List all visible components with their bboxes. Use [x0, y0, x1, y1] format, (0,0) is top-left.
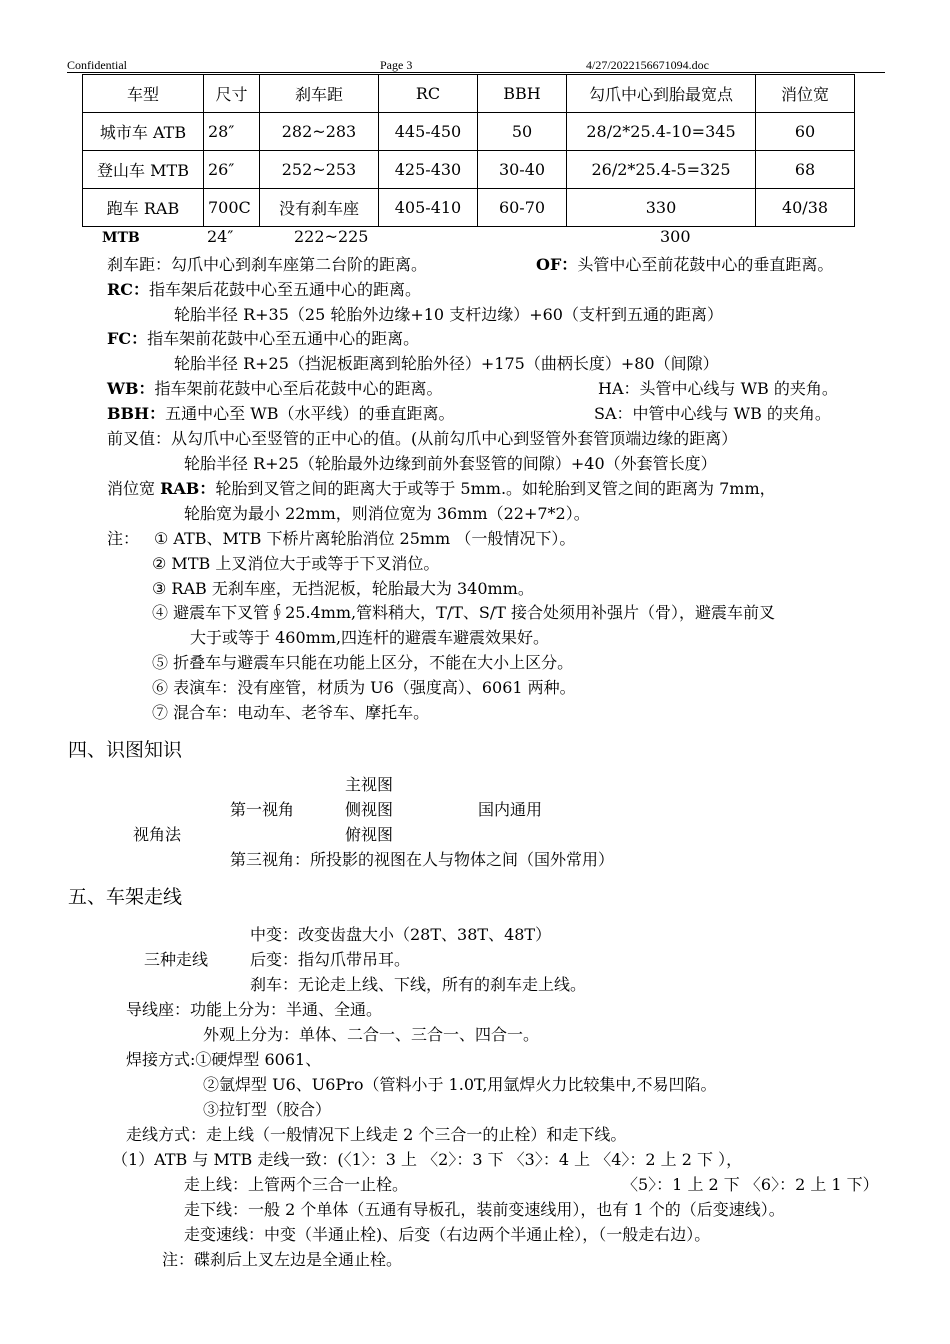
def-fc-formula: 轮胎半径 R+25（挡泥板距离到轮胎外径）+175（曲柄长度）+80（间隙） — [174, 354, 719, 373]
def-clearance — [107, 476, 776, 499]
route-mid: 中变：改变齿盘大小（28T、38T、48T） — [250, 925, 552, 944]
def-text: 五通中心至 WB（水平线）的垂直距离。 — [165, 404, 455, 423]
def-text: 头管中心线与 WB 的夹角。 — [639, 379, 838, 398]
table-header-cell: 车型 — [83, 75, 204, 113]
table-cell: 没有刹车座 — [260, 189, 379, 227]
weld-method-3: ③拉钉型（胶合） — [203, 1100, 332, 1119]
atb-mtb-routing: （1）ATB 与 MTB 走线一致：(〈1〉：3 上 〈2〉：3 下 〈3〉：4 上 〈4〉：2 上 2 下 ）， — [112, 1150, 743, 1169]
def-label: OF： — [536, 255, 578, 274]
table-cell: 60 — [756, 113, 855, 151]
extra-row-type: MTB — [102, 230, 140, 246]
atb-shift-route: 走变速线：中变（半通止栓)、后变（右边两个半通止栓），（一般走右边）。 — [184, 1225, 711, 1244]
route-rear: 后变：指勾爪带吊耳。 — [250, 950, 411, 969]
guide-seat-appearance: 外观上分为：单体、二合一、三合一、四合一。 — [203, 1025, 540, 1044]
extra-row-width: 300 — [660, 227, 691, 246]
table-cell: 60-70 — [478, 189, 567, 227]
section-4-title: 四、识图知识 — [68, 739, 183, 761]
table-cell: 28″ — [204, 113, 260, 151]
def-label: 刹车距： — [107, 255, 172, 274]
def-sa — [594, 401, 831, 424]
atb-lower-route: 走下线：一般 2 个单体（五通有导板孔，装前变速线用），也有 1 个的（后变速线）。 — [184, 1200, 785, 1219]
def-wb — [107, 376, 443, 399]
def-text: 指车架前花鼓中心至五通中心的距离。 — [147, 329, 420, 348]
atb-upper-route: 走上线：上管两个三合一止栓。 — [184, 1175, 409, 1194]
table-cell: 405-410 — [379, 189, 478, 227]
table-row — [83, 189, 855, 227]
table-header-cell: BBH — [478, 75, 567, 113]
table-header-cell: 勾爪中心到胎最宽点 — [567, 75, 756, 113]
def-clearance-line2: 轮胎宽为最小 22mm，则消位宽为 36mm（22+7*2）。 — [184, 504, 590, 523]
def-prefix: 消位宽 — [107, 479, 161, 498]
def-text: 轮胎到叉管之间的距离大于或等于 5mm.。如轮胎到叉管之间的距离为 7mm， — [215, 479, 776, 498]
table-cell: 城市车 ATB — [83, 113, 204, 151]
table-header-cell: 尺寸 — [204, 75, 260, 113]
table-cell: 40/38 — [756, 189, 855, 227]
def-label: RAB： — [160, 479, 216, 498]
def-rc — [107, 277, 421, 300]
domestic-label: 国内通用 — [478, 800, 543, 819]
atb-upper-route-right: 〈5〉：1 上 2 下 〈6〉：2 上 1 下） — [622, 1175, 879, 1194]
extra-row-size: 24″ — [207, 227, 234, 246]
def-label: BBH： — [107, 404, 166, 423]
note-item: ② MTB 上叉消位大于或等于下叉消位。 — [152, 554, 440, 573]
table-cell: 26/2*25.4-5=325 — [567, 151, 756, 189]
first-view-label: 第一视角 — [230, 800, 295, 819]
table-header-row — [83, 75, 855, 113]
weld-method-1: 焊接方式:①硬焊型 6061、 — [126, 1050, 322, 1069]
note-item: ① ATB、MTB 下桥片离轮胎消位 25mm （一般情况下）。 — [154, 529, 576, 548]
view-top: 俯视图 — [345, 825, 394, 844]
route-way: 走线方式：走上线（一般情况下上线走 2 个三合一的止栓）和走下线。 — [126, 1125, 627, 1144]
table-cell: 跑车 RAB — [83, 189, 204, 227]
header-confidential: Confidential — [67, 58, 127, 72]
table-cell: 330 — [567, 189, 756, 227]
def-label: WB： — [107, 379, 155, 398]
def-label: RC： — [107, 280, 150, 299]
table-cell: 登山车 MTB — [83, 151, 204, 189]
table-header-cell: 刹车距 — [260, 75, 379, 113]
def-fc — [107, 326, 419, 349]
note-item-continuation: 大于或等于 460mm,四连杆的避震车避震效果好。 — [190, 628, 550, 647]
def-label: HA： — [598, 379, 640, 398]
def-bbh — [107, 401, 454, 424]
def-fork: 前叉值：从勾爪中心至竖管的正中心的值。(从前勾爪中心到竖管外套管顶端边缘的距离） — [107, 429, 738, 448]
def-text: 指车架前花鼓中心至后花鼓中心的距离。 — [154, 379, 443, 398]
def-label: FC： — [107, 329, 148, 348]
header-rule — [67, 72, 885, 73]
table-cell: 252~253 — [260, 151, 379, 189]
def-fork-formula: 轮胎半径 R+25（轮胎最外边缘到前外套竖管的间隙）+40（外套管长度） — [184, 454, 717, 473]
def-text: 勾爪中心到刹车座第二台阶的距离。 — [171, 255, 428, 274]
view-side: 侧视图 — [345, 800, 394, 819]
def-text: 头管中心至前花鼓中心的垂直距离。 — [577, 255, 834, 274]
def-text: 指车架后花鼓中心至五通中心的距离。 — [149, 280, 422, 299]
table-cell: 425-430 — [379, 151, 478, 189]
header-page-number: Page 3 — [380, 58, 413, 72]
table-cell: 445-450 — [379, 113, 478, 151]
view-method-label: 视角法 — [133, 825, 182, 844]
section-5-title: 五、车架走线 — [68, 886, 183, 908]
def-label: SA： — [594, 404, 633, 423]
note-item: ⑥ 表演车：没有座管，材质为 U6（强度高）、6061 两种。 — [152, 678, 576, 697]
def-rc-formula: 轮胎半径 R+35（25 轮胎外边缘+10 支杆边缘）+60（支杆到五通的距离） — [174, 305, 723, 324]
table-cell: 700C — [204, 189, 260, 227]
def-text: 中管中心线与 WB 的夹角。 — [632, 404, 831, 423]
note-item: ⑦ 混合车：电动车、老爷车、摩托车。 — [152, 703, 430, 722]
header-filename: 4/27/2022156671094.doc — [586, 58, 709, 72]
table-cell: 50 — [478, 113, 567, 151]
view-front: 主视图 — [345, 775, 394, 794]
three-routes-label: 三种走线 — [144, 950, 209, 969]
table-cell: 282~283 — [260, 113, 379, 151]
def-of — [536, 252, 833, 275]
note-item: ③ RAB 无刹车座，无挡泥板，轮胎最大为 340mm。 — [152, 579, 534, 598]
table-header-cell: 消位宽 — [756, 75, 855, 113]
table-cell: 26″ — [204, 151, 260, 189]
note-item: ④ 避震车下叉管∮25.4mm,管料稍大，T/T、S/T 接合处须用补强片（骨），避震车前叉 — [152, 603, 775, 622]
route-brake: 刹车：无论走上线、下线，所有的刹车走上线。 — [250, 975, 587, 994]
weld-method-2: ②氩焊型 U6、U6Pro（管料小于 1.0T,用氩焊火力比较集中,不易凹陷。 — [203, 1075, 717, 1094]
def-ha — [598, 376, 838, 399]
table-row — [83, 113, 855, 151]
bike-spec-table — [82, 74, 855, 227]
table-cell: 68 — [756, 151, 855, 189]
note-item: ⑤ 折叠车与避震车只能在功能上区分，不能在大小上区分。 — [152, 653, 574, 672]
extra-row-brake: 222~225 — [294, 227, 369, 246]
disc-brake-note: 注：碟刹后上叉左边是全通止栓。 — [162, 1250, 403, 1269]
third-view-label: 第三视角：所投影的视图在人与物体之间（国外常用） — [230, 850, 615, 869]
table-cell: 30-40 — [478, 151, 567, 189]
guide-seat-function: 导线座：功能上分为：半通、全通。 — [126, 1000, 383, 1019]
table-row — [83, 151, 855, 189]
def-brake-distance — [107, 252, 427, 275]
notes-label: 注： — [107, 529, 140, 548]
table-header-cell: RC — [379, 75, 478, 113]
table-cell: 28/2*25.4-10=345 — [567, 113, 756, 151]
